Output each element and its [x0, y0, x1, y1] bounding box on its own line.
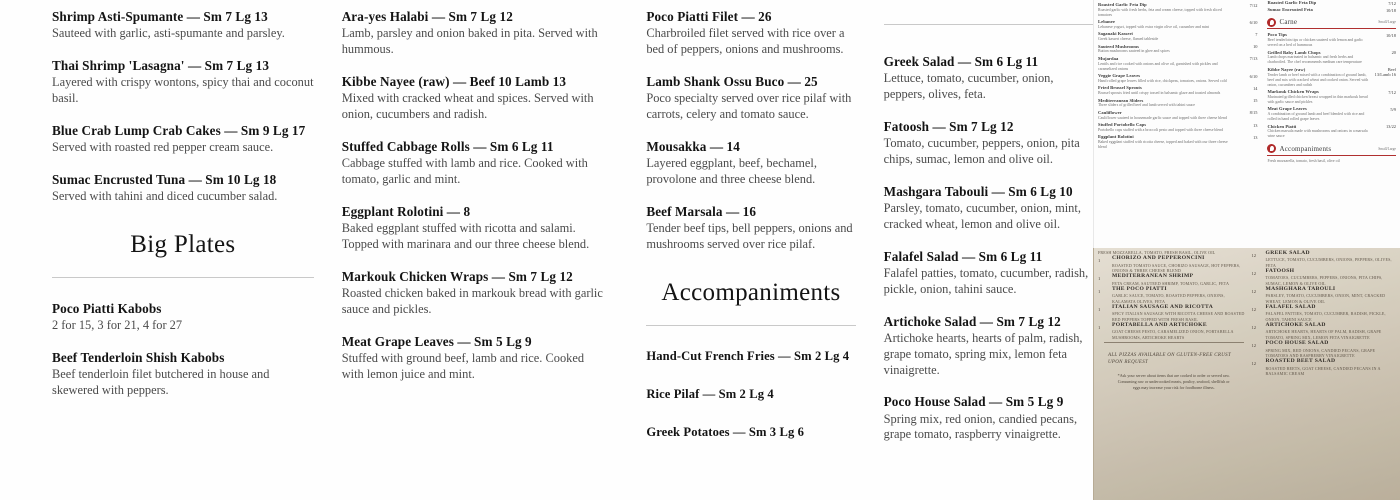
item-price: 8/15 — [1249, 110, 1258, 116]
photo-menu-row — [1267, 50, 1396, 66]
item-description: GOAT CHEESE PESTO, CARAMELIZED ONION, PORTABELLA MUSHROOMS, ARTICHOKE HEARTS — [1112, 329, 1234, 340]
item-description: 2 for 15, 3 for 21, 4 for 27 — [52, 318, 183, 333]
item-name: Greek Salad — Sm 6 Lg 11 — [883, 54, 1039, 69]
item-name: FALAFEL SALAD — [1265, 304, 1316, 311]
item-description: Three sliders of grilled beef and lamb served with tahini sauce — [1098, 103, 1196, 108]
item-description: FETA CREAM, SAUTEED SHRIMP, TOMATO, GARLIC, FETA — [1112, 280, 1230, 286]
item-price: 14 — [1253, 85, 1258, 91]
item-price: 1 — [1098, 276, 1101, 282]
menu-item — [646, 73, 855, 123]
item-name: Sauteed Mushrooms — [1098, 43, 1139, 49]
item-description: Roasted garlic with fresh herbs, feta and cream cheese, topped with fresh sliced tomatoes — [1098, 7, 1222, 17]
item-name: CHORIZO AND PEPPERONCINI — [1112, 255, 1205, 262]
photo-top-right-column — [1261, 0, 1400, 166]
item-name: Artichoke Salad — Sm 7 Lg 12 — [883, 313, 1061, 329]
item-name: Greek Potatoes — Sm 3 Lg 6 — [646, 425, 804, 440]
menu-item — [342, 268, 609, 318]
section-title-big-plates: Big Plates — [130, 231, 236, 258]
item-price: 15 — [1253, 98, 1258, 104]
item-name: ITALIAN SAUSAGE AND RICOTTA — [1112, 304, 1214, 311]
item-name: Shrimp Asti-Spumante — Sm 7 Lg 13 — [52, 9, 268, 24]
item-name: MEDITERRANEAN SHRIMP — [1112, 273, 1194, 280]
item-description: Roasted chicken baked in markouk bread with garlic sauce and pickles. — [341, 285, 603, 316]
photo-menu-row — [1267, 89, 1396, 105]
item-name: Mashgara Tabouli — Sm 6 Lg 10 — [883, 183, 1073, 199]
item-description: PARSLEY, TOMATO, CUCUMBERS, ONION, MINT, CRACKED WHEAT, LEMON & OLIVE OIL — [1265, 293, 1386, 304]
item-name: Poco Tips — [1267, 32, 1288, 38]
item-price: 20 — [1391, 50, 1396, 56]
item-name: Kibbe Nayee (raw) — [1267, 66, 1306, 72]
item-name: Mujardaa — [1098, 55, 1119, 61]
item-name: POCO HOUSE SALAD — [1265, 340, 1329, 347]
menu-item — [342, 8, 609, 58]
photo-menu-panel — [1093, 0, 1400, 500]
item-name: Stuffed Cabbage Rolls — Sm 6 Lg 11 — [341, 138, 554, 154]
item-description: SPICY ITALIAN SAUSAGE WITH RICOTTA CHEESE AND ROASTED RED PEPPERS TOPPED WITH FRESH BASIL — [1112, 311, 1245, 322]
item-name: Poco Piatti Filet — 26 — [646, 9, 772, 24]
item-description: Charbroiled filet served with rice over a bed of peppers, onions and mushrooms. — [646, 26, 845, 57]
item-name: Eggplant Rolotini — 8 — [341, 203, 471, 219]
item-price: 1 — [1098, 325, 1101, 331]
item-description: SPRING MIX, RED ONIONS, CANDIED PECANS, GRAPE TOMATOES AND RASPBERRY VINAIGRETTE — [1265, 347, 1376, 358]
item-name: Grilled Baby Lamb Chops — [1267, 49, 1321, 55]
photo-menu-row — [1267, 7, 1396, 13]
item-name: Roasted Garlic Feta Dip — [1267, 0, 1317, 5]
item-name: Falafel Salad — Sm 6 Lg 11 — [883, 248, 1043, 264]
item-price: 12 — [1251, 307, 1257, 313]
item-name: Saganaki Kasseri — [1098, 31, 1133, 37]
photo-bottom-right-column — [1250, 250, 1400, 390]
item-description: Falafel patties, tomato, cucumber, radish, pickle, onion, tahini sauce. — [883, 265, 1089, 296]
item-name: Blue Crab Lump Crab Cakes — Sm 9 Lg 17 — [52, 122, 306, 138]
item-name: Lamb Shank Ossu Buco — 25 — [646, 73, 818, 89]
item-name: FATOOSH — [1265, 268, 1295, 275]
menu-item — [52, 8, 314, 42]
item-name: ARTICHOKE SALAD — [1265, 322, 1326, 329]
item-price: 7/12 — [1388, 89, 1396, 95]
gluten-free-note: ALL PIZZAS AVAILABLE ON GLUTEN-FREE CRUST UPON REQUEST — [1108, 352, 1231, 365]
photo-menu-row — [1098, 134, 1257, 150]
item-description: Cabbage stuffed with lamb and rice. Cooked with tomato, garlic and mint. — [341, 155, 588, 186]
menu-item — [52, 171, 314, 205]
item-price: 12 — [1251, 361, 1257, 367]
menu-item — [646, 8, 855, 58]
photo-menu-page-top — [1093, 0, 1400, 248]
salad-row — [1252, 340, 1400, 358]
item-description: Baked eggplant stuffed with ricotta cheese, topped and baked with our three cheese blend — [1098, 140, 1228, 150]
item-description: ROASTED TOMATO SAUCE, CHORIZO SAUSAGE, HOT PEPPERS, ONIONS & THREE CHEESE BLEND — [1112, 262, 1241, 274]
item-name: Rice Pilaf — Sm 2 Lg 4 — [646, 386, 774, 401]
menu-item — [342, 203, 609, 253]
item-price: 12 — [1251, 289, 1257, 295]
item-description: Beef tenderloin tips or chicken sauteed with lemon and garlic served on a bed of hummous — [1267, 38, 1364, 48]
item-name: Mediterranean Sliders — [1098, 97, 1144, 103]
item-description: ARTICHOKE HEARTS, HEARTS OF PALM, RADISH, GRAPE TOMATO, SPRING MIX, LEMON FETA VINAIGRETTE — [1265, 329, 1382, 340]
item-description: Cauliflower sauteed in housemade garlic sauce and topped with three cheese blend — [1098, 115, 1227, 120]
item-description: Artichoke hearts, hearts of palm, radish, grape tomato, spring mix, lemon feta vinaigrette. — [883, 330, 1083, 377]
item-name: Fatoosh — Sm 7 Lg 12 — [883, 118, 1014, 134]
accompaniments-note: Fresh mozzarella, tomato, fresh basil, olive oil — [1267, 158, 1340, 163]
menu-item — [342, 333, 609, 383]
menu-columns — [0, 8, 1093, 500]
menu-item — [646, 424, 855, 440]
item-description: Parsley, tomato, cucumber, onion, mint, cracked wheat, lemon and olive oil. — [883, 200, 1081, 231]
item-description: Layered eggplant, beef, bechamel, provolone and three cheese blend. — [646, 155, 817, 186]
item-description: Lentils and rice cooked with onions and olive oil, garnished with pickles and caramelized onions — [1098, 61, 1218, 71]
item-description: Layered with crispy wontons, spicy thai and coconut basil. — [52, 75, 314, 106]
menu-item — [52, 349, 314, 399]
menu-item — [52, 57, 314, 107]
item-name: Roasted Garlic Feta Dip — [1098, 2, 1147, 7]
item-name: Kibbe Nayee (raw) — Beef 10 Lamb 13 — [341, 73, 567, 89]
item-name: Cauliflower — [1098, 109, 1122, 115]
menu-item — [342, 138, 609, 188]
item-name: ROASTED BEET SALAD — [1265, 358, 1336, 365]
item-description: Served with tahini and diced cucumber salad. — [52, 189, 278, 204]
item-name: Veggie Grape Leaves — [1098, 73, 1141, 79]
photo-menu-page-bottom — [1093, 248, 1400, 500]
item-name: Fried Brussel Sprouts — [1098, 85, 1142, 91]
photo-menu-row — [1267, 32, 1396, 48]
pizza-row — [1098, 273, 1250, 286]
item-description: Lamb, parsley and onion baked in pita. Served with hummous. — [341, 26, 598, 57]
menu-item — [342, 73, 609, 123]
section-title: Carne — [1279, 18, 1298, 27]
item-name: Sumac Encrusted Tuna — Sm 10 Lg 18 — [52, 171, 277, 187]
menu-item — [884, 393, 1093, 443]
pizza-row — [1098, 304, 1250, 322]
item-description: Spring mix, red onion, candied pecans, grape tomato, raspberry vinaigrette. — [883, 411, 1078, 442]
item-price: 12 — [1251, 253, 1257, 258]
item-description: GARLIC SAUCE, TOMATO, ROASTED PEPPERS, ONIONS, KALAMATA OLIVES, FETA — [1112, 293, 1225, 304]
menu-item — [884, 183, 1093, 233]
item-description: Mixed with cracked wheat and spices. Served with onion, cucumbers and radish. — [341, 91, 594, 121]
item-price: Beef 13/Lamb 16 — [1374, 67, 1396, 78]
item-description: Greek kasseri cheese, flamed tableside — [1098, 37, 1159, 42]
photo-menu-row — [1098, 2, 1257, 18]
pizza-row — [1098, 286, 1250, 304]
salad-row — [1252, 358, 1400, 376]
item-name: Ara-yes Halabi — Sm 7 Lg 12 — [341, 9, 513, 24]
photo-menu-row — [1267, 67, 1396, 88]
photo-menu-row — [1098, 31, 1257, 42]
item-description: Tomato, cucumber, peppers, onion, pita chips, sumac, lemon and olive oil. — [883, 136, 1080, 166]
item-description: Beef tenderloin filet butchered in house and skewered with peppers. — [52, 367, 270, 398]
item-price: 6/10 — [1249, 73, 1258, 79]
footer-divider — [1104, 342, 1244, 343]
item-price: 10/18 — [1385, 7, 1396, 13]
photo-menu-row — [1267, 106, 1396, 122]
photo-menu-row — [1098, 73, 1257, 84]
item-description: Poco specialty served over rice pilaf with carrots, celery and tomato sauce. — [646, 91, 852, 121]
menu-item — [646, 203, 855, 253]
item-description: Hand rolled grape leaves filled with rice, chickpeas, tomatoes, onions. Served cold — [1098, 78, 1227, 83]
photo-bottom-left-column — [1094, 250, 1250, 390]
item-description: LETTUCE, TOMATO, CUCUMBERS, ONIONS, PEPPERS, OLIVES, FETA — [1265, 257, 1392, 268]
item-price: 7/12 — [1249, 2, 1258, 8]
pizza-row — [1098, 322, 1250, 340]
item-description: Lamb chops marinated in balsamic and fresh herbs and charbroiled. The chef recommends medium rare temperature — [1267, 55, 1362, 65]
menu-column-3 — [646, 8, 855, 500]
item-name: Mousakka — 14 — [646, 138, 740, 154]
salad-row — [1252, 304, 1400, 322]
menu-item — [52, 300, 314, 334]
photo-menu-row — [1098, 44, 1257, 55]
salad-row — [1252, 286, 1400, 304]
item-name: GREEK SALAD — [1265, 250, 1310, 256]
item-description: Lettuce, tomato, cucumber, onion, peppers, olives, feta. — [883, 71, 1054, 102]
photo-top-left-column — [1094, 0, 1261, 166]
item-price: 10/18 — [1385, 32, 1396, 38]
salad-row — [1252, 322, 1400, 340]
section-header-accompaniments — [1267, 144, 1396, 156]
section-divider — [646, 325, 855, 326]
item-description: Sauteed with garlic, asti-spumante and parsley. — [52, 26, 285, 41]
item-name: PORTABELLA AND ARTICHOKE — [1112, 322, 1207, 329]
item-description: Baked eggplant stuffed with ricotta and salami. Topped with marinara and our three cheese blend. — [341, 220, 590, 251]
item-price: 13/22 — [1385, 124, 1396, 130]
item-name: Beef Marsala — 16 — [646, 203, 757, 219]
item-price: 13 — [1253, 122, 1258, 128]
item-name: Lebanee — [1098, 19, 1115, 25]
size-label: Small/Large — [1378, 20, 1396, 25]
item-name: Chicken Piatti — [1267, 123, 1297, 129]
item-description: A combination of ground lamb and beef blended with rice and rolled in hand rolled grape leaves — [1267, 112, 1365, 122]
menu-item — [646, 386, 855, 402]
item-name: Eggplant Rolotini — [1098, 134, 1134, 140]
poco-piatti-logo-icon — [1267, 18, 1276, 27]
item-description: FALAFEL PATTIES, TOMATO, CUCUMBER, RADISH, PICKLE, ONION, TAHINI SAUCE — [1265, 311, 1386, 322]
item-price: 1 — [1098, 307, 1101, 313]
item-name: Markouk Chicken Wraps — Sm 7 Lg 12 — [341, 268, 573, 284]
item-description: ROASTED BEETS, GOAT CHEESE, CANDIED PECANS IN A BALSAMIC CREAM — [1265, 365, 1381, 376]
item-price: 12 — [1251, 271, 1257, 277]
item-name: Stuffed Portobello Caps — [1098, 122, 1147, 128]
item-description: Portobello caps stuffed with a broccoli pesto and topped with three cheese blend — [1098, 127, 1224, 132]
item-name: Markouk Chicken Wraps — [1267, 89, 1319, 95]
photo-bottom-columns — [1094, 248, 1400, 390]
item-name: Sumac Encrusted Feta — [1267, 7, 1313, 13]
section-title-accompaniments: Accompaniments — [661, 278, 841, 306]
photo-menu-row — [1098, 85, 1257, 96]
section-title: Accompaniments — [1279, 144, 1332, 153]
photo-menu-row — [1098, 56, 1257, 72]
item-name: Poco House Salad — Sm 5 Lg 9 — [883, 394, 1064, 410]
menu-item — [884, 248, 1093, 298]
item-price: 12 — [1251, 343, 1257, 349]
item-name: THE POCO PIATTI — [1112, 286, 1167, 293]
photo-menu-row — [1267, 124, 1396, 140]
item-price: 7/12 — [1388, 0, 1396, 6]
item-name: Hand-Cut French Fries — Sm 2 Lg 4 — [646, 348, 850, 363]
photo-top-columns — [1094, 0, 1400, 166]
item-description: Marinated grilled chicken breast wrapped in thin markouk bread with garlic sauce and pickles — [1267, 94, 1368, 104]
health-disclaimer: *Ask your server about items that are cooked to order or served raw. Consuming raw or undercooked meats, poultry, seafood, shellfish or eggs may increase your risk for foodborne illness. — [1117, 372, 1230, 390]
item-description: Brussel sprouts fried until crispy tossed in balsamic glaze and toasted almonds — [1098, 91, 1221, 96]
photo-menu-row — [1098, 19, 1257, 30]
salad-row — [1252, 268, 1400, 286]
salad-row — [1252, 250, 1400, 268]
pizza-row — [1098, 255, 1250, 273]
item-description: Chicken marsala made with mushrooms and onions in a marsala wine sauce — [1267, 129, 1368, 139]
pizza-intro-text: FRESH MOZZARELLA, TOMATO, FRESH BASIL, OLIVE OIL — [1098, 250, 1216, 255]
item-description: Button mushrooms sauteed in ghee and spices — [1098, 49, 1170, 54]
item-name: MASHGHARA TABOULI — [1265, 286, 1336, 293]
item-description: Served with roasted red pepper cream sauce. — [52, 140, 274, 155]
menu-item — [884, 313, 1093, 379]
photo-menu-row — [1098, 110, 1257, 121]
section-divider — [52, 277, 314, 278]
item-description: Lebanese yogurt, topped with extra virgin olive oil, cucumber and mint — [1098, 24, 1209, 29]
item-description: Tender lamb or beef mixed with a combination of ground lamb, beef and mix with cracked wheat and cooked onion. Served with onion, cucumbers and radish — [1267, 72, 1369, 87]
menu-item — [52, 122, 314, 156]
menu-item — [646, 348, 855, 364]
item-price: 1 — [1098, 289, 1101, 295]
item-name: Beef Tenderloin Shish Kabobs — [52, 350, 225, 366]
item-description: TOMATOES, CUCUMBERS, PEPPERS, ONIONS, PITA CHIPS, SUMAC, LEMON & OLIVE OIL — [1265, 275, 1383, 286]
item-name: Thai Shrimp 'Lasagna' — Sm 7 Lg 13 — [52, 58, 270, 74]
photo-menu-row — [1098, 122, 1257, 133]
menu-item — [884, 53, 1093, 103]
item-price: 7 — [1255, 31, 1258, 37]
item-price: 10 — [1253, 44, 1258, 50]
menu-item — [884, 118, 1093, 168]
menu-item — [646, 138, 855, 188]
item-price: 7/13 — [1249, 56, 1258, 62]
item-price: 12 — [1251, 325, 1257, 331]
item-name: Poco Piatti Kabobs — [52, 301, 162, 316]
item-name: Meat Grape Leaves — [1267, 106, 1307, 112]
section-header-carne — [1267, 18, 1396, 30]
photo-menu-row — [1098, 98, 1257, 109]
item-name: Meat Grape Leaves — Sm 5 Lg 9 — [341, 333, 532, 349]
item-price: 5/9 — [1390, 106, 1396, 112]
size-label: Small/Large — [1378, 146, 1396, 151]
item-price: 6/10 — [1249, 19, 1258, 25]
column-top-divider — [884, 24, 1093, 25]
item-description: Stuffed with ground beef, lamb and rice. Cooked with lemon juice and mint. — [341, 350, 585, 381]
menu-column-1 — [52, 8, 314, 500]
item-price: 13 — [1253, 134, 1258, 140]
menu-column-4 — [884, 8, 1093, 500]
photo-menu-row — [1267, 0, 1396, 6]
menu-column-2 — [342, 8, 609, 500]
item-price: 1 — [1098, 258, 1101, 264]
item-description: Tender beef tips, bell peppers, onions and mushrooms served over rice pilaf. — [646, 220, 853, 251]
poco-piatti-logo-icon — [1267, 144, 1276, 153]
